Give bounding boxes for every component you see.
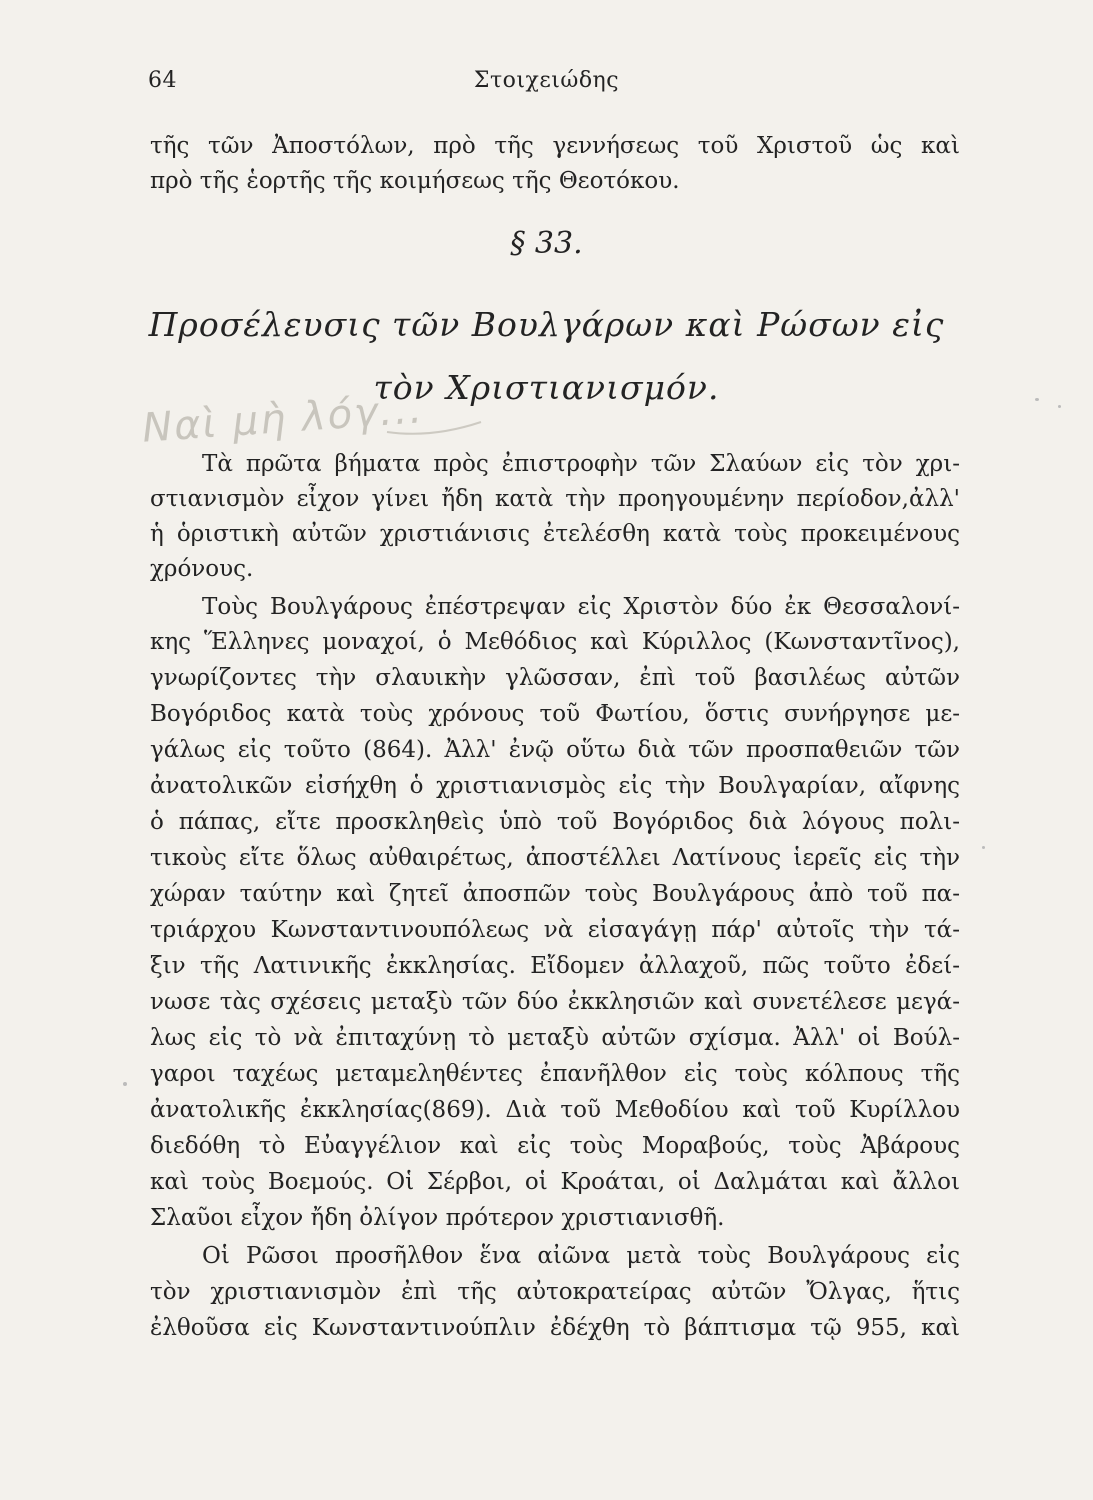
text-line: χρόνους.: [150, 556, 254, 582]
text-line: τριάρχου Κωνσταντινουπόλεως νὰ εἰσαγάγῃ πάρ' αὐτοῖς τὴν τά-: [150, 917, 960, 943]
paper-speck: [1035, 398, 1039, 401]
text-line: πρὸ τῆς ἑορτῆς τῆς κοιμήσεως τῆς Θεοτόκου.: [150, 168, 680, 194]
text-line: γνωρίζοντες τὴν σλαυικὴν γλῶσσαν, ἐπὶ τοῦ βασιλέως αὐτῶν: [150, 665, 960, 691]
text-line: ἀνατολικῶν εἰσήχθη ὁ χριστιανισμὸς εἰς τὴν Βουλγαρίαν, αἴφνης: [150, 773, 960, 799]
text-line: τῆς τῶν Ἀποστόλων, πρὸ τῆς γεννήσεως τοῦ Χριστοῦ ὡς καὶ: [150, 133, 960, 159]
section-title-line-2: τὸν Χριστιανισμόν.: [373, 368, 720, 407]
text-line: Τὰ πρῶτα βήματα πρὸς ἐπιστροφὴν τῶν Σλαύων εἰς τὸν χρι-: [202, 451, 960, 477]
text-line: στιανισμὸν εἶχον γίνει ἤδη κατὰ τὴν προηγουμένην περίοδον,ἀλλ': [150, 486, 960, 512]
text-line: Τοὺς Βουλγάρους ἐπέστρεψαν εἰς Χριστὸν δύο ἐκ Θεσσαλονί-: [202, 594, 960, 620]
page-number: 64: [148, 68, 177, 93]
text-line: Βογόριδος κατὰ τοὺς χρόνους τοῦ Φωτίου, ὅστις συνήργησε με-: [150, 701, 960, 727]
text-line: Οἱ Ρῶσοι προσῆλθον ἕνα αἰῶνα μετὰ τοὺς Βουλγάρους εἰς: [202, 1243, 960, 1269]
text-line: ἡ ὁριστικὴ αὐτῶν χριστιάνισις ἐτελέσθη κατὰ τοὺς προκειμένους: [150, 521, 960, 547]
text-line: λως εἰς τὸ νὰ ἐπιταχύνῃ τὸ μεταξὺ αὐτῶν σχίσμα. Ἀλλ' οἱ Βούλ-: [150, 1025, 960, 1051]
text-line: γάλως εἰς τοῦτο (864). Ἀλλ' ἐνῷ οὕτω διὰ τῶν προσπαθειῶν τῶν: [150, 737, 960, 763]
handwritten-margin-note: Ναὶ μὴ λόγ...: [140, 386, 426, 452]
text-line: τικοὺς εἴτε ὅλως αὐθαιρέτως, ἀποστέλλει Λατίνους ἱερεῖς εἰς τὴν: [150, 845, 960, 871]
text-line: τὸν χριστιανισμὸν ἐπὶ τῆς αὐτοκρατείρας αὐτῶν Ὄλγας, ἥτις: [150, 1279, 960, 1305]
running-title: Στοιχειώδης: [473, 68, 620, 93]
paper-speck: [982, 846, 985, 849]
text-line: χώραν ταύτην καὶ ζητεῖ ἀποσπῶν τοὺς Βουλγάρους ἀπὸ τοῦ πα-: [150, 881, 960, 907]
paper-speck: [123, 1082, 127, 1086]
text-line: ξιν τῆς Λατινικῆς ἐκκλησίας. Εἴδομεν ἀλλαχοῦ, πῶς τοῦτο ἐδεί-: [150, 953, 960, 979]
text-line: ἐλθοῦσα εἰς Κωνσταντινούπλιν ἐδέχθη τὸ βάπτισμα τῷ 955, καὶ: [150, 1315, 960, 1341]
text-line: ἀνατολικῆς ἐκκλησίας(869). Διὰ τοῦ Μεθοδίου καὶ τοῦ Κυρίλλου: [150, 1097, 960, 1123]
paper-speck: [1058, 405, 1061, 408]
pencil-stroke: [385, 418, 485, 438]
section-number: § 33.: [510, 226, 583, 261]
text-line: ὁ πάπας, εἴτε προσκληθεὶς ὑπὸ τοῦ Βογόριδος διὰ λόγους πολι-: [150, 809, 960, 835]
section-title-line-1: Προσέλευσις τῶν Βουλγάρων καὶ Ρώσων εἰς: [148, 305, 945, 344]
text-line: νωσε τὰς σχέσεις μεταξὺ τῶν δύο ἐκκλησιῶν καὶ συνετέλεσε μεγά-: [150, 989, 960, 1015]
text-line: καὶ τοὺς Βοεμούς. Οἱ Σέρβοι, οἱ Κροάται, οἱ Δαλμάται καὶ ἄλλοι: [150, 1169, 960, 1195]
text-line: διεδόθη τὸ Εὐαγγέλιον καὶ εἰς τοὺς Μοραβούς, τοὺς Ἀβάρους: [150, 1133, 960, 1159]
text-line: γαροι ταχέως μεταμεληθέντες ἐπανῆλθον εἰς τοὺς κόλπους τῆς: [150, 1061, 960, 1087]
text-line: κης Ἕλληνες μοναχοί, ὁ Μεθόδιος καὶ Κύριλλος (Κωνσταντῖνος),: [150, 629, 960, 655]
text-line: Σλαῦοι εἶχον ἤδη ὀλίγον πρότερον χριστιανισθῆ.: [150, 1205, 725, 1231]
